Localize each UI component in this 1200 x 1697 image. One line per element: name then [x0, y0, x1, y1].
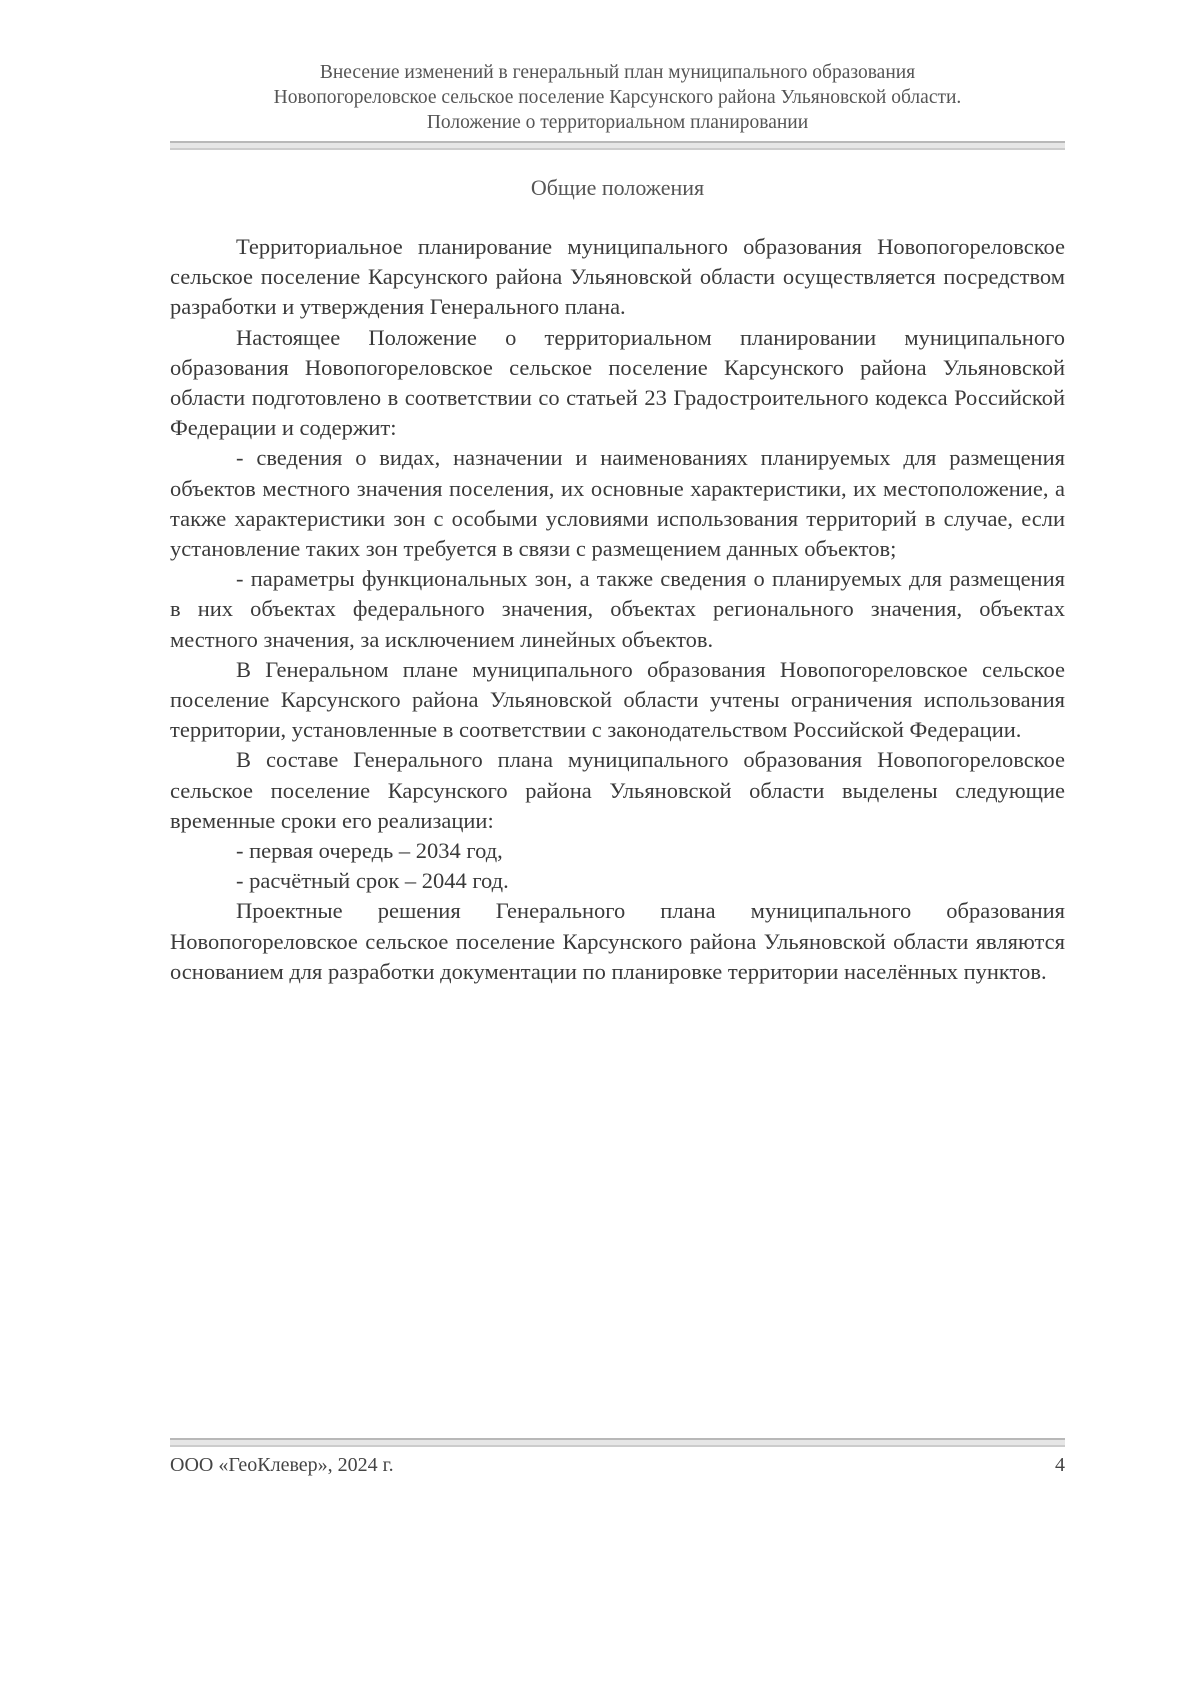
paragraph: В составе Генерального плана муниципального образования Новопогореловское сельское поселение Карсунского района Ульяновской области выделены следующие временные сроки его реализации:: [170, 747, 1065, 833]
list-item: - параметры функциональных зон, а также сведения о планируемых для размещения в них объектах федерального значения, объектах регионального значения, объектах местного значения, за исключением линейных объектов.: [170, 566, 1065, 652]
paragraph: Настоящее Положение о территориальном планировании муниципального образования Новопогореловское сельское поселение Карсунского района Ульяновской области подготовлено в соответствии со статьей 23 Градостроительного кодекса Российской Федерации и содержит:: [170, 324, 1065, 441]
paragraph: В Генеральном плане муниципального образования Новопогореловское сельское поселение Карсунского района Ульяновской области учтены ограничения использования территории, установленные в соответствии с законодательством Российской Федерации.: [170, 656, 1065, 743]
header-line: Внесение изменений в генеральный план муниципального образования: [319, 62, 916, 83]
page-header: [170, 60, 1065, 135]
footer-divider: [170, 1438, 1065, 1447]
list-item: - первая очередь – 2034 год,: [236, 838, 503, 864]
list-item: - расчётный срок – 2044 год.: [236, 868, 509, 894]
paragraph: Территориальное планирование муниципального образования Новопогореловское сельское поселение Карсунского района Ульяновской области осуществляется посредством разработки и утверждения Генерального плана.: [170, 234, 1065, 320]
header-divider: [170, 141, 1065, 150]
header-line: Положение о территориальном планировании: [426, 112, 809, 133]
list-item: - сведения о видах, назначении и наименованиях планируемых для размещения объектов местного значения поселения, их основные характеристики, их местоположение, а также характеристики зон с особыми условиями использования территорий в случае, если установление таких зон требуется в связи с размещением данных объектов;: [170, 445, 1065, 562]
header-line: Новопогореловское сельское поселение Карсунского района Ульяновской области.: [273, 87, 962, 108]
section-title: Общие положения: [530, 175, 705, 200]
paragraph: Проектные решения Генерального плана муниципального образования Новопогореловское сельское поселение Карсунского района Ульяновской области являются основанием для разработки документации по планировке территории населённых пунктов.: [170, 898, 1065, 984]
footer-company: ООО «ГеоКлевер», 2024 г.: [170, 1454, 394, 1476]
page-number: 4: [1055, 1454, 1065, 1476]
page-footer: [170, 1454, 1065, 1477]
document-body: [170, 232, 1065, 987]
